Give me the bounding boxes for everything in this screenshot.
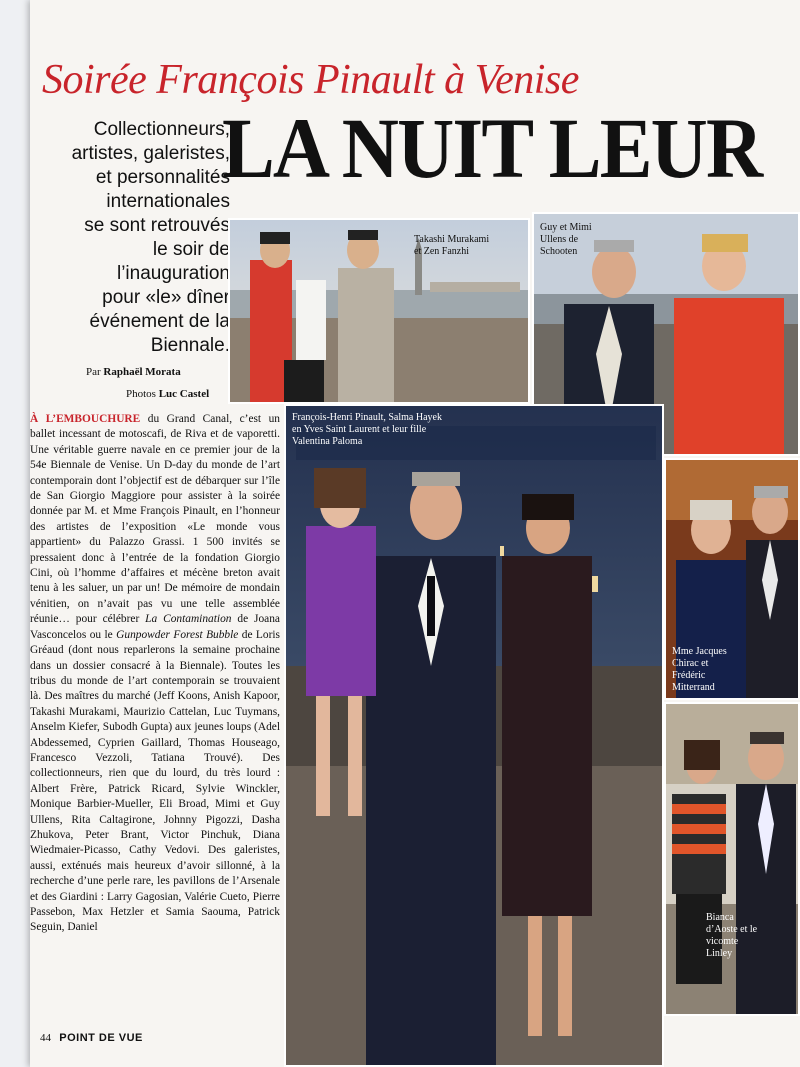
caption-line: en Yves Saint Laurent et leur fille bbox=[292, 424, 427, 435]
caption-ullens bbox=[540, 222, 592, 258]
caption-line: Mitterrand bbox=[672, 682, 715, 693]
photo-bianca-image bbox=[666, 704, 798, 1014]
page-number: 44 bbox=[40, 1032, 51, 1044]
byline-photos-label: Photos bbox=[126, 388, 156, 400]
intro-line: se sont retrouvés bbox=[84, 215, 230, 236]
photo-pinault-image bbox=[286, 406, 662, 1065]
artwork-title: Gunpowder Forest Bubble bbox=[116, 628, 239, 641]
byline-photos bbox=[126, 388, 209, 400]
magazine-name: POINT DE VUE bbox=[59, 1032, 143, 1044]
magazine-page bbox=[30, 0, 800, 1067]
caption-line: Ullens de bbox=[540, 234, 579, 245]
caption-line: Schooten bbox=[540, 246, 578, 257]
photo-pinault bbox=[284, 404, 664, 1067]
body-text-2: de Joana Vasconcelos ou le bbox=[30, 613, 280, 641]
caption-line: Takashi Murakami bbox=[414, 234, 490, 245]
page-footer bbox=[40, 1032, 143, 1044]
author-name: Raphaël Morata bbox=[103, 366, 181, 378]
body-text-1: du Grand Canal, c’est un ballet incessant de motoscafi, de Riva et de vaporetti. Une véritable guerre navale en ce premier jour de la 54e Biennale de Venise. Un D-day du monde de l’art contemporain dont l’objectif est de débarquer sur l’île de San Giorgio Maggiore pour assister à la soirée donnée par M. et Mme François Pinault, en l’honneur des artistes de l’exposition «Le monde vous appartient» du Palazzo Grassi. 1 500 invités se pressaient donc à l’entrée de la fondation Giorgio Cini, où l’homme d’affaires et mécène breton avait tenu à les saluer, un par un! De mémoire de mondain vénitien, on n’avait pas vu une telle assemblée réunie… pour célébrer bbox=[30, 413, 281, 626]
intro-line: événement de la bbox=[89, 311, 230, 332]
caption-line: Frédéric bbox=[672, 670, 706, 681]
caption-line: et Zen Fanzhi bbox=[414, 246, 469, 257]
body-text-3: de Loris Gréaud (dont nous reparlerons la semaine prochaine dans un dossier consacré à la Biennale). Toutes les tribus du monde de l’art contemporain se trouvaient là. Des maîtres du marché (Jeff Koons, Anish Kapoor, Takashi Murakami, Maurizio Cattelan, Luc Tuymans, Anselm Kiefer, Subodh Gupta) aux jeunes loups (Adel Abdessemed, Cyprien Gaillard, Thomas Houseago, Francesco Vezzoli, Tatiana Trouvé). Des collectionneurs, rien que du lourd, du très lourd : Albert Frère, Patrick Ricard, Sylvie Winckler, Monique Barbier-Mueller, Eli Broad, Mimi et Guy Ullens, Rita Caltagirone, Johnny Pigozzi, Dasha Zhukova, Peter Brant, Victor Pinchuk, Diana Wiedmaier-Picasso, Cathy Vedovi. Des galeristes, aussi, exténués mais heureux d’avoir sillonné, à la recherche d’une perle rare, les pavillons de l’Arsenale et des Giardini : Larry Gagosian, Valérie Cueto, Pierre Passebon, Max Hetzler et Samia Saouma, Patrick Seguin, Daniel bbox=[30, 628, 280, 934]
caption-pinault bbox=[292, 412, 442, 448]
article-body bbox=[30, 412, 280, 936]
intro-line: Biennale. bbox=[150, 335, 230, 356]
photo-bianca bbox=[664, 702, 800, 1016]
caption-bianca bbox=[706, 912, 757, 960]
intro-line: le soir de bbox=[152, 239, 230, 260]
article-intro bbox=[30, 118, 230, 358]
intro-line: Collectionneurs, bbox=[93, 119, 230, 140]
caption-line: Chirac et bbox=[672, 658, 709, 669]
intro-line: internationales bbox=[106, 191, 230, 212]
photographer-name: Luc Castel bbox=[158, 388, 210, 400]
byline-author bbox=[86, 366, 181, 378]
caption-line: François-Henri Pinault, Salma Hayek bbox=[292, 412, 442, 423]
byline-par: Par bbox=[86, 366, 101, 378]
caption-line: Bianca bbox=[706, 912, 734, 923]
body-lead: À L’EMBOUCHURE bbox=[30, 413, 141, 425]
caption-line: Linley bbox=[706, 948, 733, 959]
caption-line: d’Aoste et le bbox=[706, 924, 758, 935]
caption-murakami bbox=[414, 234, 489, 258]
caption-chirac bbox=[672, 646, 727, 694]
caption-line: Guy et Mimi bbox=[540, 222, 592, 233]
caption-line: vicomte bbox=[706, 936, 739, 947]
article-headline: LA NUIT LEUR bbox=[222, 100, 762, 196]
intro-line: artistes, galeristes, bbox=[71, 143, 230, 164]
photo-chirac bbox=[664, 458, 800, 700]
intro-line: et personnalités bbox=[95, 167, 230, 188]
intro-line: pour «le» dîner bbox=[102, 287, 230, 308]
photo-murakami bbox=[228, 218, 530, 404]
caption-line: Mme Jacques bbox=[672, 646, 727, 657]
intro-line: l’inauguration bbox=[116, 263, 230, 284]
caption-line: Valentina Paloma bbox=[292, 436, 363, 447]
artwork-title: La Contamination bbox=[145, 613, 232, 626]
article-kicker: Soirée François Pinault à Venise bbox=[42, 57, 579, 103]
